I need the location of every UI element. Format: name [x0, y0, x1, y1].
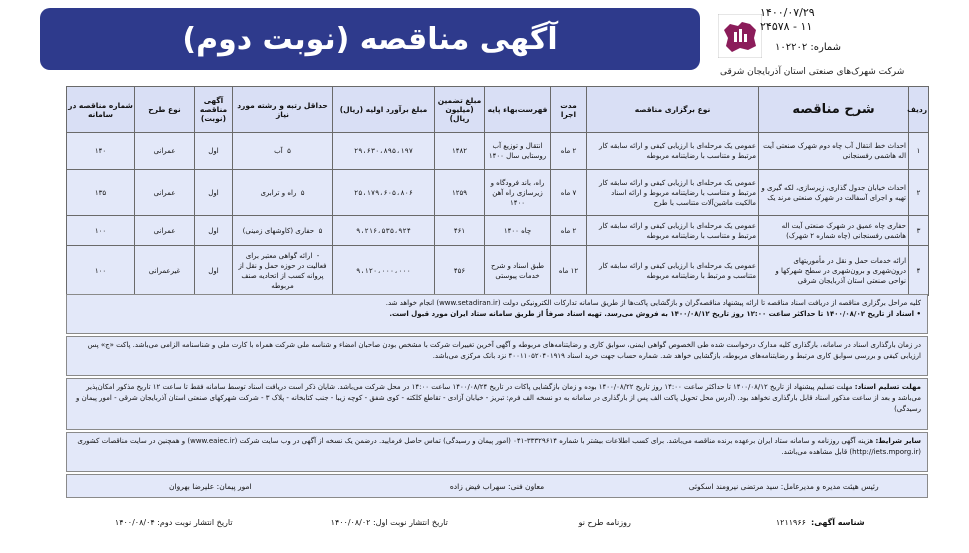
cell-duration: ۷ ماه: [551, 170, 587, 216]
ad-id-label: شناسه آگهی:: [811, 517, 865, 527]
title-banner: [40, 8, 700, 70]
cell-price-list: انتقال و توزیع آب روستایی سال ۱۴۰۰: [485, 133, 551, 170]
cell-plan: غیرعمرانی: [135, 246, 195, 296]
cell-type: عمومی یک مرحله‌ای با ارزیابی کیفی و ارائه سابقه کار مرتبط و متناسب با رضایتنامه مربوط و ارائه اسناد مالکیت ماشین‌آلات متناسب با طرح: [587, 170, 759, 216]
cell-grade: [233, 170, 333, 216]
note-other: [66, 432, 928, 472]
col-header-no: ردیف: [909, 87, 929, 133]
tender-notice: [30, 6, 942, 546]
grade-field: حفاری (کاوشهای زمینی): [242, 226, 315, 235]
col-header-guarantee: مبلغ تضمین (میلیون ریال): [435, 87, 485, 133]
cell-price-list: چاه ۱۴۰۰: [485, 216, 551, 246]
cell-plan: عمرانی: [135, 170, 195, 216]
note-other-text: هزینه آگهی روزنامه و سامانه ستاد ایران برعهده برنده مناقصه می‌باشد. برای کسب اطلاعات بیشتر با شماره ۳۳۳۲۹۶۱۴-۰۴۱ (امور پیمان و رسیدگی) تماس حاصل فرمایید. درضمن یک نسخه از آگهی در وب سایت شرکت (www.eaiec.ir) و همچنین در سایت مناقصات کشوری (http://iets.mporg.ir) قابل مشاهده می‌باشد.: [77, 437, 921, 456]
col-header-estimate: مبلغ برآورد اولیه (ریال): [333, 87, 435, 133]
cell-no: ۲: [909, 170, 929, 216]
first-publication-date: تاریخ انتشار نوبت اول: ۱۴۰۰/۰۸/۰۲: [330, 517, 448, 527]
cell-guarantee: ۱۴۸۲: [435, 133, 485, 170]
grade-field: راه و ترابری: [260, 188, 297, 197]
cell-guarantee: ۴۵۶: [435, 246, 485, 296]
cell-desc: ارائه خدمات حمل و نقل در مأموریتهای درون‌شهری و برون‌شهری در سطح شهرکها و نواحی صنعتی استان آذربایجان شرقی: [759, 246, 909, 296]
cell-tender-no: ۱۰۰: [67, 246, 135, 296]
signature-contracts: امور پیمان: علیرضا بهروان: [168, 481, 252, 491]
signature-ceo: رئیس هیئت مدیره و مدیرعامل: سید مرتضی نیرومند اسکوئی: [688, 481, 879, 491]
col-header-plan: نوع طرح: [135, 87, 195, 133]
table-row: [67, 133, 929, 170]
note-deadline-label: مهلت تسلیم اسناد:: [854, 383, 921, 391]
col-header-desc: شرح مناقصه: [759, 87, 909, 133]
signature-deputy: معاون فنی: سهراب فیض زاده: [449, 481, 545, 491]
col-header-tender-no: شماره مناقصه در سامانه: [67, 87, 135, 133]
cell-type: عمومی یک مرحله‌ای با ارزیابی کیفی و ارائه سابقه کار متناسب و مرتبط با رضایتنامه مربوطه: [587, 246, 759, 296]
tender-table: [66, 86, 929, 296]
company-name: شرکت شهرک‌های صنعتی استان آذربایجان شرقی: [720, 67, 905, 77]
table-row: [67, 216, 929, 246]
cell-tender-no: ۱۳۵: [67, 170, 135, 216]
cell-plan: عمرانی: [135, 216, 195, 246]
cell-tender-no: ۱۴۰: [67, 133, 135, 170]
cell-desc: حفاری چاه عمیق در شهرک صنعتی آیت اله هاشمی رفسنجانی (چاه شماره ۲ شهرک): [759, 216, 909, 246]
signature-row: [66, 474, 928, 498]
ad-id-block: [713, 518, 929, 527]
cell-duration: ۲ ماه: [551, 216, 587, 246]
cell-desc: احداث خط انتقال آب چاه دوم شهرک صنعتی آیت اله هاشمی رفسنجانی: [759, 133, 909, 170]
grade-no: ۵: [287, 147, 291, 155]
grade-field: آب: [274, 147, 283, 155]
cell-no: ۴: [909, 246, 929, 296]
cell-round: اول: [195, 246, 233, 296]
grade-no: ۵: [300, 188, 305, 197]
company-logo-icon: [718, 14, 762, 58]
cell-round: اول: [195, 216, 233, 246]
col-header-type: نوع برگزاری مناقصه: [587, 87, 759, 133]
cell-no: ۳: [909, 216, 929, 246]
cell-no: ۱: [909, 133, 929, 170]
cell-duration: ۱۲ ماه: [551, 246, 587, 296]
grade-no: -: [316, 251, 320, 260]
table-row: [67, 246, 929, 296]
cell-guarantee: ۴۶۱: [435, 216, 485, 246]
newspaper-name: روزنامه طرح نو: [578, 517, 631, 527]
cell-grade: [233, 246, 333, 296]
second-publication-date: تاریخ انتشار نوبت دوم: ۱۴۰۰/۰۸/۰۴: [114, 517, 233, 527]
notice-ref: ۲۴۵۷۸ - ۱۱: [760, 20, 813, 33]
grade-no: ۵: [318, 226, 323, 235]
cell-price-list: راه، باند فرودگاه و زیرسازی راه آهن ۱۴۰۰: [485, 170, 551, 216]
table-row: [67, 170, 929, 216]
cell-round: اول: [195, 170, 233, 216]
cell-estimate: ۹،۲۱۶،۵۳۵،۹۲۴: [333, 216, 435, 246]
cell-type: عمومی یک مرحله‌ای با ارزیابی کیفی و ارائه سابقه کار مرتبط و متناسب با رضایتنامه مربوطه: [587, 216, 759, 246]
note-deadline: [66, 378, 928, 430]
cell-plan: عمرانی: [135, 133, 195, 170]
notice-title: آگهی مناقصه (نوبت دوم): [182, 21, 558, 57]
note-other-label: سایر شرایط:: [875, 437, 921, 445]
notice-date: ۱۴۰۰/۰۷/۲۹: [760, 6, 815, 19]
col-header-duration: مدت اجرا: [551, 87, 587, 133]
cell-grade: [233, 216, 333, 246]
cell-estimate: ۲۹،۶۳۰،۸۹۵،۱۹۷: [333, 133, 435, 170]
col-header-round: آگهی مناقصه (نوبت): [195, 87, 233, 133]
cell-grade: [233, 133, 333, 170]
col-header-grade: حداقل رتبه و رشته مورد نیاز: [233, 87, 333, 133]
ad-id: ۱۲۱۱۹۶۶: [775, 517, 806, 527]
cell-duration: ۲ ماه: [551, 133, 587, 170]
note-deadline-text: مهلت تسلیم پیشنهاد از تاریخ ۱۴۰۰/۰۸/۱۲ تا حداکثر ساعت ۱۴:۰۰ روز تاریخ ۱۴۰۰/۰۸/۲۲ بوده و زمان بازگشایی پاکات در تاریخ ۱۴۰۰/۰۸/۲۴ ساعت ۱۴:۰۰ در محل شرکت می‌باشد. شایان ذکر است دریافت اسناد توسط سامانه فقط تا ساعت ۱۲ تاریخ مذکور امکان‌پذیر می‌باشد و بعد از ساعت مذکور اسناد قابل بارگذاری نخواهد بود. (آدرس محل تحویل پاکت الف پس از بارگذاری در سامانه به دو نسخه الف فرم: تبریز - خیابان آزادی - تقاطع کلکته - کوی شفق - کوچه زیبا - جنب کتابخانه - پلاک ۳ - شرکت شهرکهای صنعتی استان آذربایجان شرقی - امور پیمان و رسیدگی): [75, 383, 921, 413]
publication-footer: [66, 508, 928, 536]
table-header-row: [67, 87, 929, 133]
note-process-text: کلیه مراحل برگزاری مناقصه از دریافت اسناد مناقصه تا ارائه پیشنهاد مناقصه‌گران و بازگشایی پاکت‌ها از طریق سامانه تدارکات الکترونیکی دولت (www.setadiran.ir) انجام خواهد شد.: [385, 299, 921, 307]
note-process-dates: • اسناد از تاریخ ۱۴۰۰/۰۸/۰۲ تا حداکثر ساعت ۱۲:۰۰ روز تاریخ ۱۴۰۰/۰۸/۱۲ به فروش می‌رسد. تهیه اسناد صرفاً از طریق سامانه ستاد ایران مورد قبول است.: [389, 310, 921, 318]
cell-round: اول: [195, 133, 233, 170]
cell-tender-no: ۱۰۰: [67, 216, 135, 246]
cell-estimate: ۲۵،۱۷۹،۶۰۵،۸۰۶: [333, 170, 435, 216]
note-documents: در زمان بارگذاری اسناد در سامانه، بارگذاری کلیه مدارک درخواست شده طی الخصوص گواهی ایمنی، سوابق کاری و رضایتنامه‌های مربوطه و آگهی آخرین تغییرات شرکت با مشخص بودن صاحبان امضاء و شناسه ملی شرکت همراه با کارت ملی و شناسنامه الزامی می‌باشد. پاکت «ج» پس ارزیابی کیفی و بررسی سوابق کاری مرتبط و رضایتنامه‌های مربوطه، بازگشایی خواهد شد. شماره حساب جهت خرید اسناد ۴۰۰۱۱۰۵۲۰۴۰۱۹۱۹ نزد بانک مرکزی می‌باشد.: [66, 336, 928, 376]
cell-guarantee: ۱۲۵۹: [435, 170, 485, 216]
header-ref-block: [760, 6, 940, 34]
cell-type: عمومی یک مرحله‌ای با ارزیابی کیفی و ارائه سابقه کار مرتبط و متناسب با رضایتنامه مربوطه: [587, 133, 759, 170]
cell-price-list: طبق اسناد و شرح خدمات پیوستی: [485, 246, 551, 296]
cell-desc: احداث خیابان جدول گذاری، زیرسازی، لکه گیری و تهیه و اجرای آسفالت در شهرک صنعتی مرند یک: [759, 170, 909, 216]
col-header-price-list: فهرست‌بهاء پایه: [485, 87, 551, 133]
note-process: [66, 294, 928, 334]
letter-number: شماره: ۱۰۲۲۰۲: [775, 42, 842, 53]
cell-estimate: ۹،۱۲۰،۰۰۰،۰۰۰: [333, 246, 435, 296]
grade-field: ارائه گواهی معتبر برای فعالیت در حوزه حمل و نقل از پروانه کسب از اتحادیه صنف مربوطه: [238, 251, 327, 290]
